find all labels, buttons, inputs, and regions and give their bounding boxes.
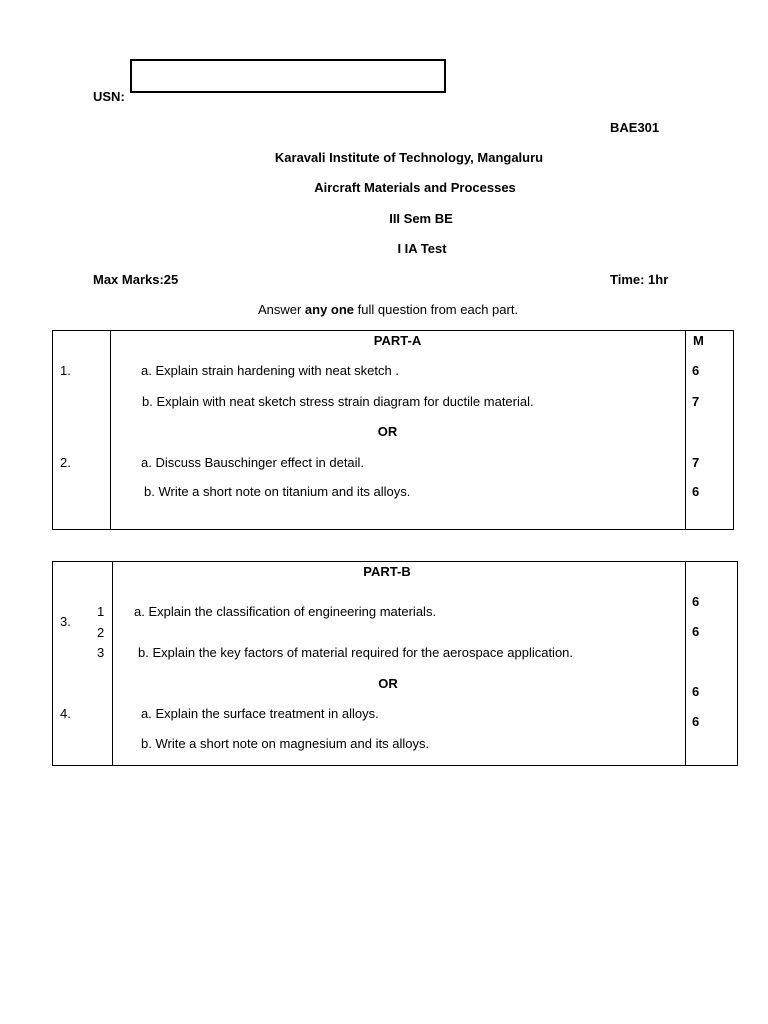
q3a-text: a. Explain the classification of engineering materials. [134,604,437,619]
q4b-marks: 6 [692,714,700,729]
q2a-marks: 7 [692,455,700,470]
q2b-text: b. Write a short note on titanium and its alloys. [144,484,411,499]
q2b-marks: 6 [692,484,700,499]
q4a-marks: 6 [692,684,700,699]
test-name: I IA Test [397,241,447,256]
max-marks: Max Marks:25 [93,272,179,287]
q1a-text: a. Explain strain hardening with neat sketch . [141,363,399,378]
q3b-text: b. Explain the key factors of material required for the aerospace application. [138,645,574,660]
instruction-bold: any one [304,302,355,317]
instruction-pre: Answer [257,302,305,317]
course-code: BAE301 [610,120,660,135]
side-number-3: 3 [97,645,105,660]
q4a-text: a. Explain the surface treatment in alloys. [141,706,379,721]
side-number-2: 2 [97,625,105,640]
instruction-post: full question from each part. [354,302,519,317]
institute-name: Karavali Institute of Technology, Mangaluru [274,150,544,165]
part-a-or: OR [377,424,398,439]
part-a-divider-right [685,330,686,530]
q1a-marks: 6 [692,363,700,378]
usn-input-box[interactable] [130,59,446,93]
q1b-text: b. Explain with neat sketch stress strain diagram for ductile material. [142,394,534,409]
q1-number: 1. [60,363,71,378]
marks-header: M [693,333,704,348]
part-b-divider-right [685,561,686,766]
q3a-marks: 6 [692,594,700,609]
subject-title: Aircraft Materials and Processes [314,180,516,195]
semester: III Sem BE [389,211,453,226]
q4b-text: b. Write a short note on magnesium and its alloys. [141,736,430,751]
q3b-marks: 6 [692,624,700,639]
instruction [0,302,768,317]
part-b-title: PART-B [363,564,411,579]
q4-number: 4. [60,706,71,721]
part-b-divider-left [112,561,113,766]
q2a-text: a. Discuss Bauschinger effect in detail. [141,455,365,470]
time-allowed: Time: 1hr [610,272,669,287]
side-number-1: 1 [97,604,105,619]
q2-number: 2. [60,455,71,470]
usn-label: USN: [93,89,125,104]
q3-number: 3. [60,614,71,629]
part-b-or: OR [378,676,398,691]
q1b-marks: 7 [692,394,700,409]
part-a-title: PART-A [373,333,422,348]
